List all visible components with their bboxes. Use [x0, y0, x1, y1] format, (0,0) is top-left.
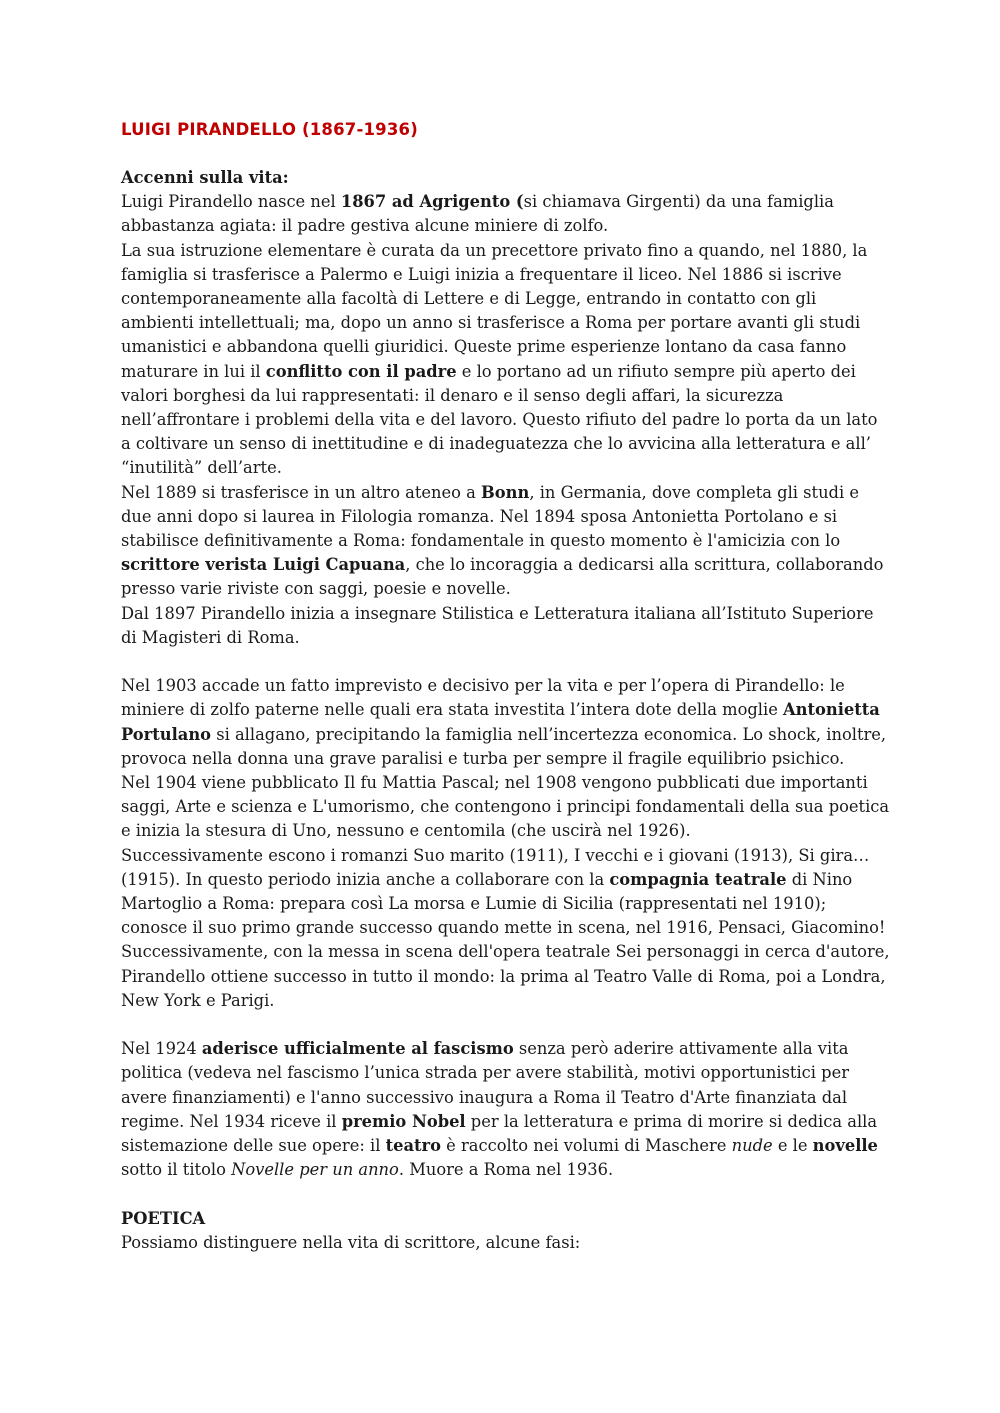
bold-run: Antonietta Portulano [121, 700, 880, 744]
paragraph-education [121, 239, 891, 481]
text-run: La sua istruzione elementare è curata da un precettore privato fino a quando, nel 1880, la famiglia si trasferisce a Palermo e Luigi inizia a frequentare il liceo. Nel 1886 si iscrive contemporaneamente alla facoltà di Lettere e di Legge, entrando in contatto con gli ambienti intellettuali; ma, dopo un anno si trasferisce a Roma per portare avanti gli studi umanistici e abbandona quelli giuridici. Queste prime esperienze lontano da casa fanno maturare in lui il [121, 240, 868, 381]
bold-run: teatro [385, 1136, 441, 1156]
spacer [121, 1013, 891, 1037]
italic-run: Novelle per un anno [231, 1160, 399, 1180]
bold-run: 1867 ad Agrigento ( [340, 192, 524, 212]
paragraph-1904: Nel 1904 viene pubblicato Il fu Mattia Pascal; nel 1908 vengono pubblicati due importanti saggi, Arte e scienza e L'umorismo, che contengono i principi fondamentali della sua poetica e inizia la stesura di Uno, nessuno e centomila (che uscirà nel 1926). [121, 773, 890, 841]
text-run: e lo portano ad un rifiuto sempre più aperto dei valori borghesi da lui rappresentati: il denaro e il senso degli affari, la sicurezza nell’affrontare i problemi della vita e del lavoro. Questo rifiuto del padre lo porta da un lato a coltivare un senso di inettitudine e di inadeguatezza che lo avvicina alla letteratura e all’ “inutilità” dell’arte. [121, 361, 878, 478]
bold-run: scrittore verista Luigi Capuana [121, 555, 406, 575]
text-run: sotto il titolo [121, 1160, 232, 1180]
text-run: si allagano, precipitando la famiglia nell’incertezza economica. Lo shock, inoltre, provoca nella donna una grave paralisi e turba per sempre il fragile equilibrio psichico. [121, 724, 887, 768]
paragraph-teaching: Dal 1897 Pirandello inizia a insegnare Stilistica e Letteratura italiana all’Istituto Superiore di Magisteri di Roma. [121, 603, 874, 647]
text-run: . Muore a Roma nel 1936. [398, 1160, 614, 1180]
text-run: Luigi Pirandello nasce nel [121, 192, 341, 212]
bold-run: compagnia teatrale [609, 869, 787, 889]
paragraph-novels [121, 844, 891, 941]
section-heading-poetica: POETICA [121, 1208, 206, 1228]
section-heading-life: Accenni sulla vita: [121, 168, 289, 187]
text-run: si chiamava Girgenti) da una famiglia abbastanza agiata: il padre gestiva alcune miniere di zolfo. [121, 192, 834, 236]
document-title: LUIGI PIRANDELLO (1867-1936) [121, 120, 418, 139]
document-page [121, 118, 891, 1255]
bold-run: Bonn [481, 482, 530, 502]
spacer [121, 650, 891, 674]
text-run: Nel 1903 accade un fatto imprevisto e decisivo per la vita e per l’opera di Pirandello: le miniere di zolfo paterne nelle quali era stata investita l’intera dote della moglie [121, 676, 845, 720]
italic-run: nude [731, 1136, 773, 1156]
paragraph-1924 [121, 1037, 891, 1182]
text-run: Successivamente escono i romanzi Suo marito (1911), I vecchi e i giovani (1913), Si gira… (1915). In questo periodo inizia anche a collaborare con la [121, 845, 870, 889]
spacer [121, 1183, 891, 1207]
bold-run: novelle [812, 1136, 878, 1156]
text-run: e le [772, 1136, 813, 1156]
text-run: senza però aderire attivamente alla vita politica (vedeva nel fascismo l’unica strada per avere stabilità, motivi opportunistici per avere finanziamenti) e l'anno successivo inaugura a Roma il Teatro d'Arte finanziata dal regime. Nel 1934 riceve il [121, 1039, 850, 1131]
text-run: è raccolto nei volumi di Maschere [440, 1136, 732, 1156]
paragraph-birth [121, 190, 891, 238]
bold-run: premio Nobel [341, 1111, 466, 1131]
text-run: per la letteratura e prima di morire si dedica alla sistemazione delle sue opere: il [121, 1111, 878, 1156]
paragraph-1903 [121, 674, 891, 771]
paragraph-bonn [121, 481, 891, 602]
text-run: Nel 1924 [121, 1039, 202, 1059]
text-run: Nel 1889 si trasferisce in un altro ateneo a [121, 482, 482, 502]
text-run: , in Germania, dove completa gli studi e due anni dopo si laurea in Filologia romanza. Nel 1894 sposa Antonietta Portolano e si stabilisce definitivamente a Roma: fondamentale in questo momento è l'amicizia con lo [121, 482, 859, 551]
paragraph-phases: Possiamo distinguere nella vita di scrittore, alcune fasi: [121, 1232, 581, 1252]
bold-run: conflitto con il padre [265, 361, 457, 381]
text-run: , che lo incoraggia a dedicarsi alla scrittura, collaborando presso varie riviste con saggi, poesie e novelle. [121, 555, 884, 599]
paragraph-six-characters: Successivamente, con la messa in scena dell'opera teatrale Sei personaggi in cerca d'autore, Pirandello ottiene successo in tutto il mondo: la prima al Teatro Valle di Roma, poi a Londra, New York e Parigi. [121, 942, 890, 1010]
bold-run: aderisce ufficialmente al fascismo [201, 1039, 514, 1059]
text-run: di Nino Martoglio a Roma: prepara così La morsa e Lumie di Sicilia (rappresentati nel 1910); conosce il suo primo grande successo quando mette in scena, nel 1916, Pensaci, Giacomino! [121, 869, 886, 938]
